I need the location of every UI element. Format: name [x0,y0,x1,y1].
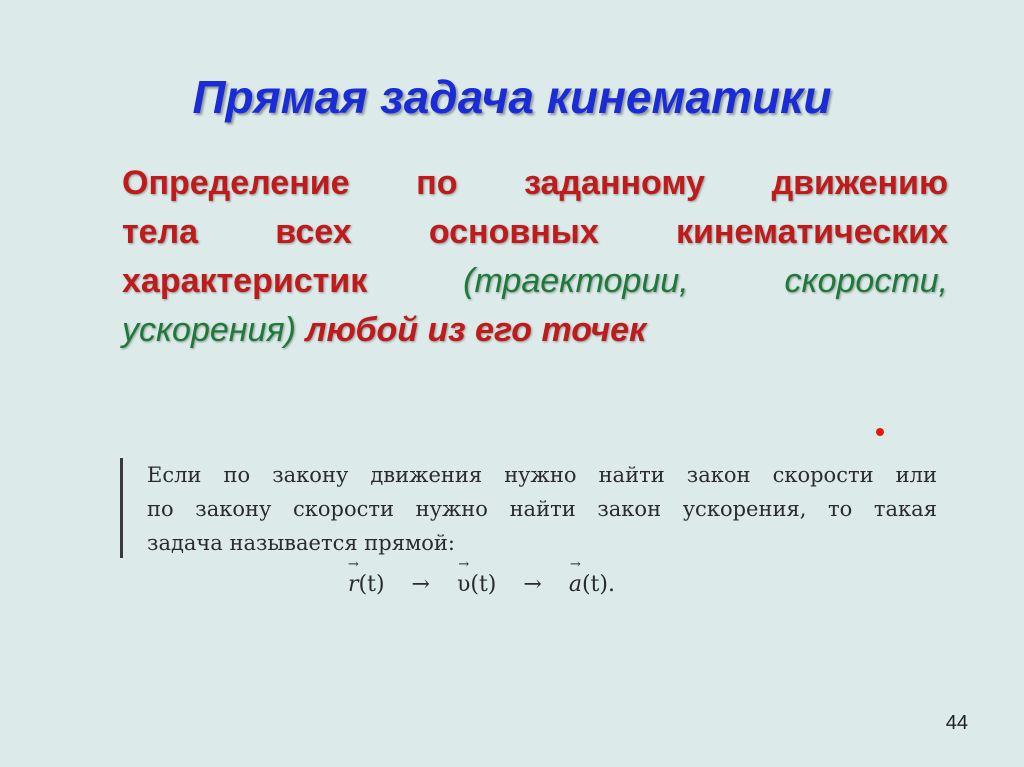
definition-line-4 [122,306,948,355]
acceleration-vector: → a [569,572,582,597]
word: заданному [524,164,705,202]
word: ускорения, [682,497,807,521]
word: Если [147,463,202,487]
page-number: 44 [945,712,968,734]
quote-line-1 [147,458,937,492]
slide-title: Прямая задача кинематики [192,71,832,123]
definition-line-3 [122,257,948,306]
word: то [828,497,853,521]
word: найти [598,463,665,487]
definition-line-2 [122,208,948,257]
definition-red-text: любой из его точек [305,311,647,349]
velocity-vector: → υ [457,572,470,597]
quote-block [120,458,940,560]
formula-arg: (t) [581,572,608,597]
word: Определение [122,164,350,202]
definition-line-1 [122,159,948,208]
word: кинематических [675,213,948,251]
word-green: скорости, [784,262,948,300]
word-green: (траектории, [463,262,689,300]
definition-text [122,159,948,355]
word: такая [873,497,937,521]
word: или [895,463,937,487]
word: скорости [293,497,394,521]
word: характеристик [122,262,368,300]
word: найти [509,497,576,521]
word: закону [272,463,349,487]
bullet-dot [876,428,884,436]
arrow-symbol: → [523,572,542,597]
word: по [223,463,251,487]
word: тела [122,213,199,251]
formula-arg: (t) [358,572,385,597]
word: основных [428,213,599,251]
word: движения [370,463,483,487]
word: всех [275,213,352,251]
formula-arg: (t) [470,572,497,597]
word: нужно [415,497,488,521]
word: скорости [772,463,874,487]
word: по [416,164,458,202]
word: движению [771,164,948,202]
quote-text [147,458,937,560]
kinematics-formula [348,572,615,597]
word: закону [195,497,272,521]
quote-bar [120,458,123,558]
quote-line-3: задача называется прямой: [147,531,455,555]
arrow-symbol: → [411,572,430,597]
position-vector: → r [348,572,359,597]
word: по [147,497,174,521]
formula-end: . [607,572,615,597]
word: нужно [504,463,577,487]
definition-green-text: ускорения) [122,311,296,349]
word: закон [597,497,662,521]
word: закон [686,463,751,487]
quote-line-2 [147,492,937,526]
